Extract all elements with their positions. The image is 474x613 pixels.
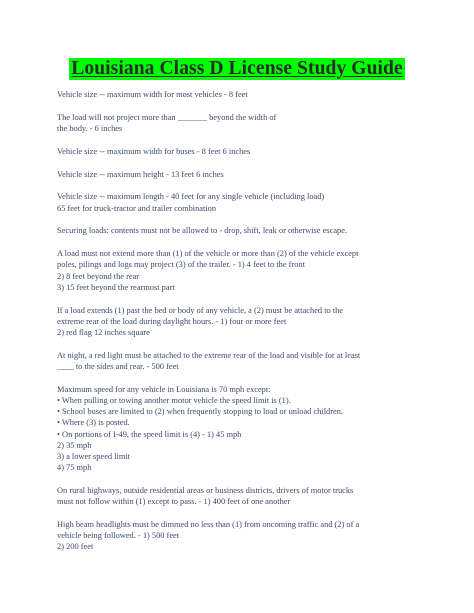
paragraph-red-light: At night, a red light must be attached to the extreme rear of the load and visible for at least ____ to the sides and rear. - 500 feet (57, 350, 361, 371)
paragraph-max-speed: Maximum speed for any vehicle in Louisiana is 70 mph except: • When pulling or towing another motor vehicle the speed limit is (1). • School buses are limited to (2) when frequently stopping to load or unload children. • Where (3) is posted. • On portions of I-49, the speed limit is (4) - 1) 45 mph 2) 35 mph 3) a lower speed limit 4) 75 mph (57, 384, 343, 473)
paragraph-max-length: Vehicle size -- maximum length - 40 feet for any single vehicle (including load) 65 feet for truck-tractor and trailer combination (57, 192, 325, 213)
paragraph-following-distance: On rural highways, outside residential areas or business districts, drivers of motor trucks must not follow within (1) except to pass. - 1) 400 feet of one another (57, 486, 354, 507)
document-title: Louisiana Class D License Study Guide (71, 58, 403, 79)
paragraph-load-extension: A load must not extend more than (1) of the vehicle or more than (2) of the vehicle except poles, pilings and logs may project (3) of the trailer. - 1) 4 feet to the front 2) 8 feet beyond the rear 3) 15 feet beyond the rearmost part (57, 249, 359, 292)
paragraph-max-width: Vehicle size -- maximum width for most vehicles - 8 feet (57, 90, 248, 99)
title-container (0, 58, 474, 80)
paragraph-bus-width: Vehicle size -- maximum width for buses - 8 feet 6 inches (57, 146, 251, 156)
paragraph-headlights: High beam headlights must be dimmed no less than (1) from oncoming traffic and (2) of a vehicle being followed. - 1) 500 feet 2) 200 feet (57, 520, 360, 552)
study-guide-content (57, 89, 427, 564)
paragraph-load-projection: The load will not project more than _______ beyond the width of the body. - 6 inches (57, 112, 277, 133)
paragraph-securing-loads: Securing loads: contents must not be allowed to - drop, shift, leak or otherwise escape. (57, 226, 348, 236)
paragraph-max-height: Vehicle size -- maximum height - 13 feet 6 inches (57, 169, 224, 179)
paragraph-red-flag: If a load extends (1) past the bed or body of any vehicle, a (2) must be attached to the extreme rear of the load during daylight hours. - 1) four or more feet 2) red flag 12 inches square (57, 305, 344, 337)
